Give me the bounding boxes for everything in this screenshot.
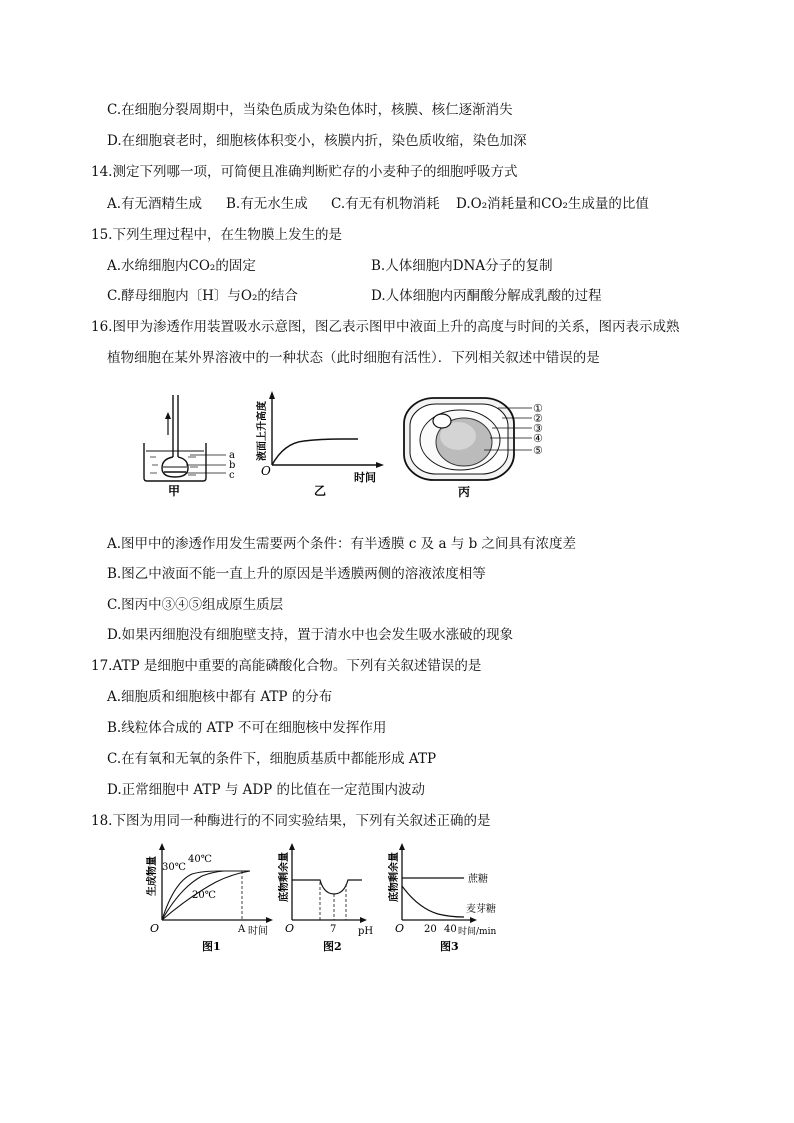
fig2-xlabel: pH: [358, 926, 374, 937]
fig3-series-maltose: 麦芽糖: [466, 904, 496, 915]
q13-option-d: D.在细胞衰老时，细胞核体积变小，核膜内折，染色质收缩，染色加深: [107, 133, 527, 149]
q15-option-a: A.水绵细胞内CO₂的固定: [107, 258, 256, 274]
q16-option-c: C.图丙中③④⑤组成原生质层: [107, 597, 284, 613]
figure-2: [278, 842, 378, 954]
figure-yi: [250, 385, 400, 497]
bing-mark-5: ⑤: [533, 444, 543, 457]
fig1-caption: 图1: [202, 940, 221, 953]
q16-option-a: A.图甲中的渗透作用发生需要两个条件：有半透膜 c 及 a 与 b 之间具有浓度差: [107, 536, 577, 552]
bing-mark-4: ④: [533, 432, 543, 445]
q15-option-b: B.人体细胞内DNA分子的复制: [371, 258, 553, 274]
q14-stem: 14.测定下列哪一项，可简便且准确判断贮存的小麦种子的细胞呼吸方式: [91, 164, 518, 180]
fig2-ylabel: 底物剩余量: [279, 852, 290, 902]
jia-label-a: a: [229, 450, 235, 461]
q18-stem: 18.下图为用同一种酶进行的不同实验结果，下列有关叙述正确的是: [91, 813, 491, 829]
fig1-series-30: 30℃: [162, 862, 186, 873]
q15-stem: 15.下列生理过程中，在生物膜上发生的是: [91, 227, 342, 243]
fig1-xlabel: 时间: [248, 926, 268, 937]
fig1-series-40: 40℃: [188, 854, 212, 865]
fig1-ylabel: 生成物量: [147, 856, 158, 896]
bing-mark-1: ①: [533, 402, 543, 415]
fig3-series-sucrose: 蔗糖: [468, 874, 488, 885]
bing-caption: 丙: [458, 485, 471, 499]
q17-stem: 17.ATP 是细胞中重要的高能磷酸化合物。下列有关叙述错误的是: [91, 658, 482, 674]
jia-label-c: c: [229, 470, 235, 481]
yi-xlabel: 时间: [354, 471, 376, 484]
q17-option-b: B.线粒体合成的 ATP 不可在细胞核中发挥作用: [107, 720, 387, 736]
fig2-tick-7: 7: [330, 924, 337, 935]
fig2-caption: 图2: [323, 940, 342, 953]
q16-stem-line1: 16.图甲为渗透作用装置吸水示意图，图乙表示图甲中液面上升的高度与时间的关系，图丙表示成熟: [91, 319, 680, 335]
figure-bing: [398, 390, 568, 502]
q16-option-b: B.图乙中液面不能一直上升的原因是半透膜两侧的溶液浓度相等: [107, 566, 486, 582]
fig3-tick-20: 20: [424, 924, 437, 935]
q16-stem-line2: 植物细胞在某外界溶液中的一种状态（此时细胞有活性）．下列相关叙述中错误的是: [107, 350, 600, 366]
bing-mark-2: ②: [533, 412, 543, 425]
yi-origin: O: [261, 464, 271, 478]
jia-caption: 甲: [168, 484, 181, 497]
fig2-origin: O: [285, 922, 295, 935]
q15-option-c: C.酵母细胞内〔H〕与O₂的结合: [107, 288, 298, 304]
figure-3: [388, 842, 528, 954]
bing-mark-3: ③: [533, 422, 543, 435]
q16-option-d: D.如果丙细胞没有细胞壁支持，置于清水中也会发生吸水涨破的现象: [107, 627, 514, 643]
q13-option-c: C.在细胞分裂周期中，当染色质成为染色体时，核膜、核仁逐渐消失: [107, 102, 513, 118]
q14-option-a: A.有无酒精生成: [107, 196, 203, 212]
q14-option-d: D.O₂消耗量和CO₂生成量的比值: [456, 196, 649, 212]
q17-option-c: C.在有氧和无氧的条件下，细胞质基质中都能形成 ATP: [107, 751, 437, 767]
yi-caption: 乙: [314, 484, 327, 497]
fig3-tick-40: 40: [444, 924, 457, 935]
fig3-caption: 图3: [440, 940, 459, 953]
fig1-xmark: A: [238, 924, 246, 935]
jia-label-b: b: [229, 460, 236, 471]
q14-option-b: B.有无水生成: [226, 196, 308, 212]
fig1-series-20: 20℃: [192, 890, 216, 901]
q15-option-d: D.人体细胞内丙酮酸分解成乳酸的过程: [371, 288, 602, 304]
q14-option-c: C.有无有机物消耗: [331, 196, 440, 212]
fig1-origin: O: [150, 922, 160, 935]
fig3-xlabel: 时间/min: [458, 927, 497, 937]
fig3-origin: O: [395, 922, 405, 935]
q17-option-a: A.细胞质和细胞核中都有 ATP 的分布: [107, 689, 333, 705]
q17-option-d: D.正常细胞中 ATP 与 ADP 的比值在一定范围内波动: [107, 782, 426, 798]
figure-1: [140, 842, 280, 954]
figure-jia: [130, 385, 250, 497]
fig3-ylabel: 底物剩余量: [389, 852, 400, 902]
yi-ylabel: 液面上升高度: [257, 401, 268, 461]
